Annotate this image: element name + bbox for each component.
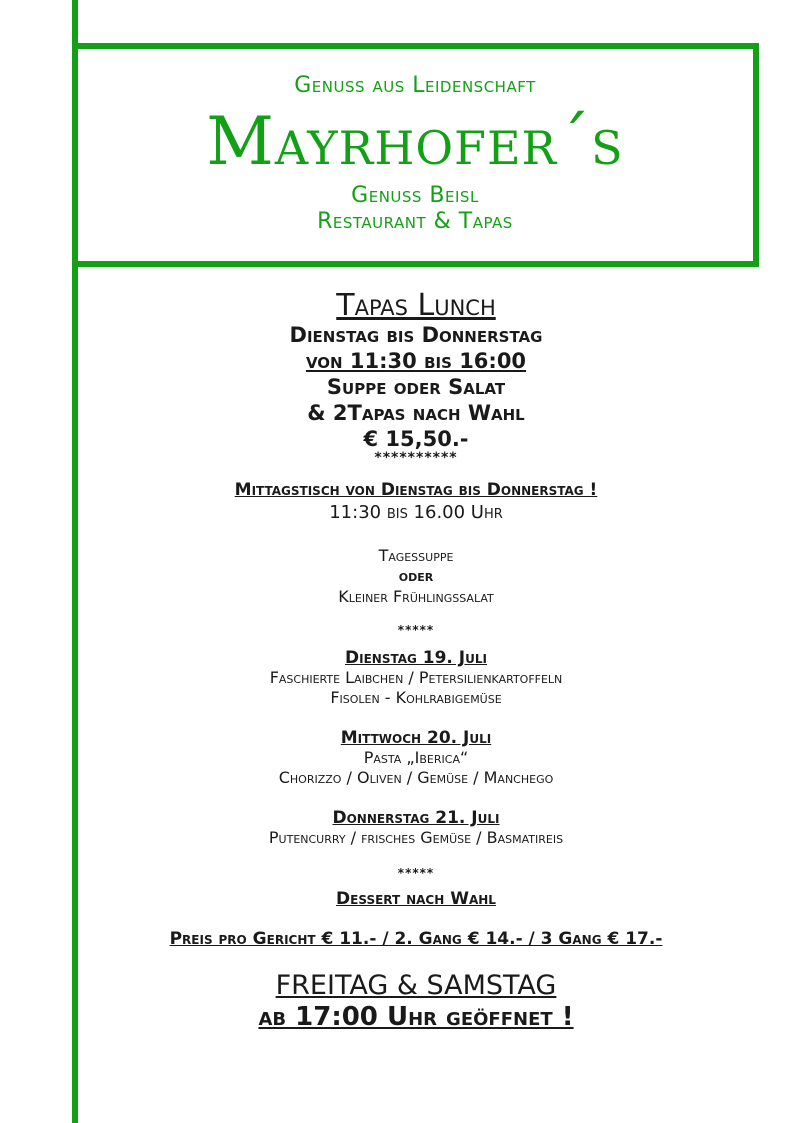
mittagstisch-hours: 11:30 bis 16.00 Uhr bbox=[329, 502, 503, 523]
dessert-label: Dessert nach Wahl bbox=[336, 889, 496, 909]
mittagstisch-title: Mittagstisch von Dienstag bis Donnerstag ! bbox=[234, 480, 598, 500]
tapas-lunch-title: Tapas Lunch bbox=[336, 288, 496, 323]
starter-soup: Tagessuppe bbox=[378, 546, 454, 565]
weekend-days: FREITAG & SAMSTAG bbox=[275, 970, 557, 1001]
day-tuesday-side: Fisolen - Kohlrabigemüse bbox=[330, 688, 502, 707]
day-thursday-dish: Putencurry / frisches Gemüse / Basmatireis bbox=[268, 828, 564, 847]
separator-stars: ***** bbox=[397, 866, 435, 880]
separator-stars: ********** bbox=[374, 450, 458, 466]
day-wednesday-date: Mittwoch 20. Juli bbox=[340, 728, 492, 748]
day-wednesday-dish: Pasta „Iberica“ bbox=[363, 748, 469, 767]
day-tuesday-date: Dienstag 19. Juli bbox=[345, 648, 487, 668]
tapas-hours: von 11:30 bis 16:00 bbox=[305, 349, 527, 373]
weekend-opening: ab 17:00 Uhr geöffnet ! bbox=[258, 1002, 574, 1032]
starter-salad: Kleiner Frühlingssalat bbox=[338, 587, 494, 606]
tapas-price: € 15,50.- bbox=[363, 427, 469, 451]
tapas-offer-2: & 2Tapas nach Wahl bbox=[307, 401, 525, 425]
tapas-days: Dienstag bis Donnerstag bbox=[289, 323, 543, 347]
pricing-line: Preis pro Gericht € 11.- / 2. Gang € 14.- / 3 Gang € 17.- bbox=[169, 929, 663, 949]
tapas-offer-1: Suppe oder Salat bbox=[326, 375, 506, 399]
starter-or: oder bbox=[398, 567, 434, 585]
subtitle-restaurant: Restaurant & Tapas bbox=[317, 209, 513, 234]
brand-name: Mayrhofer´s bbox=[206, 103, 624, 180]
tagline: Genuss aus Leidenschaft bbox=[294, 73, 536, 98]
separator-stars: ***** bbox=[397, 623, 435, 637]
day-wednesday-side: Chorizzo / Oliven / Gemüse / Manchego bbox=[278, 768, 554, 787]
subtitle-beisl: Genuss Beisl bbox=[351, 183, 479, 208]
day-thursday-date: Donnerstag 21. Juli bbox=[332, 808, 500, 828]
day-tuesday-dish: Faschierte Laibchen / Petersilienkartoffeln bbox=[269, 668, 563, 687]
